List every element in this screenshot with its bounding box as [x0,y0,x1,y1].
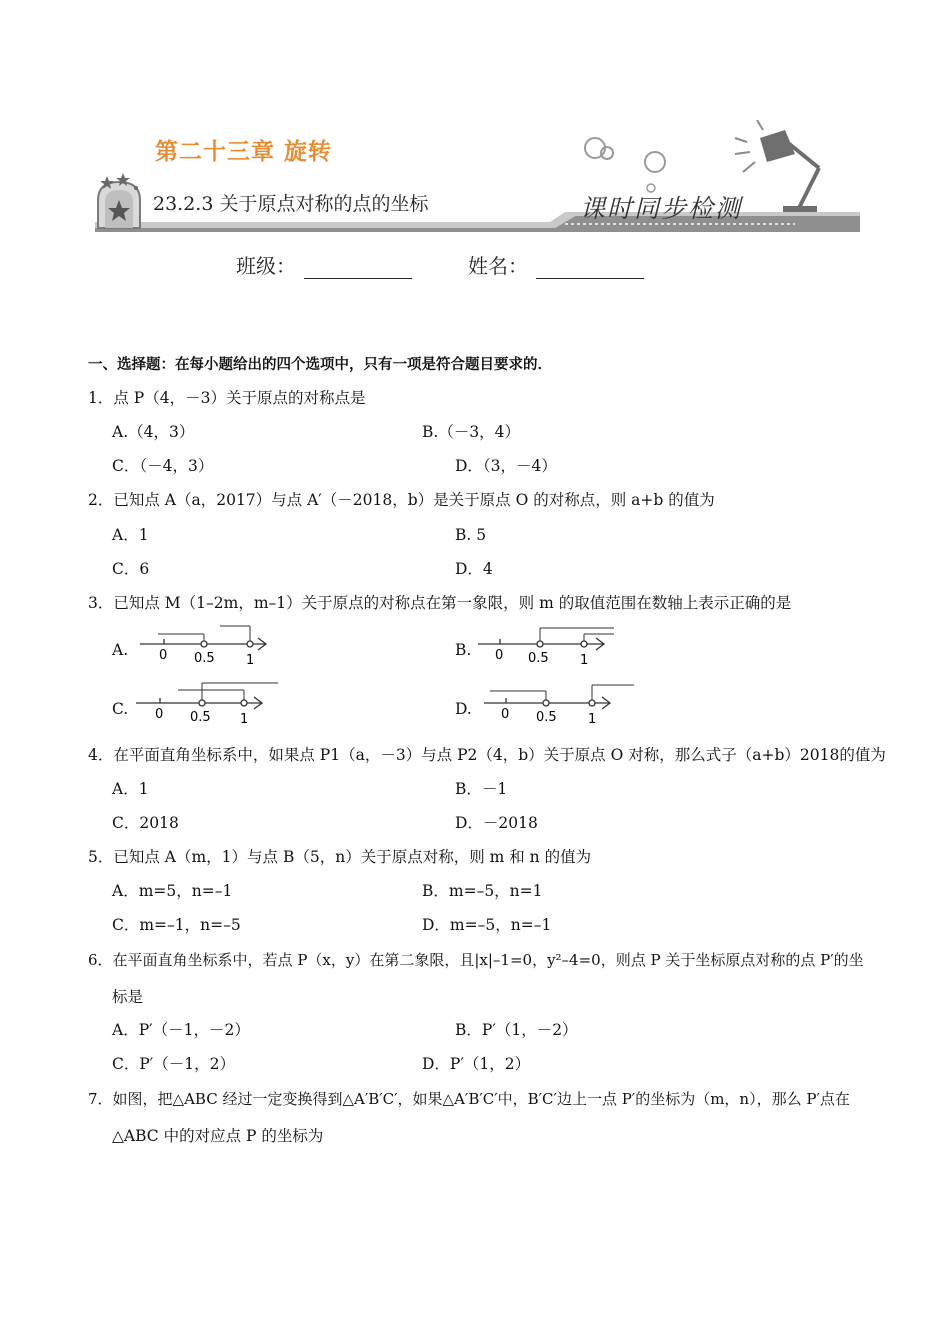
name-label: 姓名： [468,254,528,278]
q6-option-b[interactable]: B．P′（1，－2） [455,1021,578,1039]
q6-stem-line1: 6．在平面直角坐标系中，若点 P（x，y）在第二象限，且|x|–1=0，y²–4=0，则点 P 关于坐标原点对称的点 P′的坐 [88,951,864,969]
q3-option-a[interactable]: A. [112,641,129,659]
tick-05: 0.5 [536,710,557,725]
q1-option-d[interactable]: D．（3，－4） [455,457,557,475]
q2-option-a[interactable]: A．1 [112,526,149,544]
class-label: 班级： [236,254,296,278]
q3-numberline-a [138,622,273,674]
q2-option-b[interactable]: B. 5 [455,526,487,544]
q6-stem-line2: 标是 [112,988,144,1006]
q6-option-d[interactable]: D．P′（1，2） [422,1055,531,1073]
q3-numberline-d [482,681,637,733]
q7-stem-line2: △ABC 中的对应点 P 的坐标为 [112,1127,324,1145]
class-blank[interactable] [304,260,412,279]
q2-option-d[interactable]: D．4 [455,560,493,578]
q5-option-b[interactable]: B．m=–5，n=1 [422,882,543,900]
q2-stem: 2．已知点 A（a，2017）与点 A′（－2018，b）是关于原点 O 的对称点，则 a+b 的值为 [88,491,715,509]
tick-05: 0.5 [190,710,211,725]
q6-option-c[interactable]: C．P′（－1，2） [112,1055,236,1073]
q3-option-d[interactable]: D. [455,700,472,718]
q4-option-a[interactable]: A．1 [112,780,149,798]
q2-option-c[interactable]: C．6 [112,560,150,578]
q1-stem: 1．点 P（4，－3）关于原点的对称点是 [88,389,366,407]
section-title: 23.2.3 关于原点对称的点的坐标 [153,193,429,215]
q5-stem: 5．已知点 A（m，1）与点 B（5，n）关于原点对称，则 m 和 n 的值为 [88,848,592,866]
chapter-title: 第二十三章 旋转 [155,139,333,165]
tick-0: 0 [155,707,164,722]
q4-option-c[interactable]: C．2018 [112,814,179,832]
tick-1: 1 [246,653,255,668]
q1-option-c[interactable]: C．（－4，3） [112,457,214,475]
q3-option-b[interactable]: B. [455,641,472,659]
q1-option-a[interactable]: A.（4，3） [112,423,195,441]
sync-label: 课时同步检测 [580,194,743,223]
tick-1: 1 [240,712,249,727]
q4-option-b[interactable]: B．－1 [455,780,508,798]
name-field[interactable] [468,250,644,279]
name-blank[interactable] [536,260,644,279]
q3-option-c[interactable]: C. [112,700,129,718]
q7-stem-line1: 7．如图，把△ABC 经过一定变换得到△A′B′C′，如果△A′B′C′中，B′C′边上一点 P′的坐标为（m，n），那么 P′点在 [88,1090,850,1108]
tick-0: 0 [159,648,168,663]
q5-option-c[interactable]: C．m=–1，n=–5 [112,916,241,934]
class-field[interactable] [236,250,412,279]
q3-numberline-b [476,622,621,674]
q4-stem: 4．在平面直角坐标系中，如果点 P1（a，－3）与点 P2（4，b）关于原点 O 对称，那么式子（a+b）2018的值为 [88,746,886,764]
q6-option-a[interactable]: A．P′（－1，－2） [112,1021,250,1039]
q4-option-d[interactable]: D．－2018 [455,814,538,832]
part1-title: 一、选择题：在每小题给出的四个选项中，只有一项是符合题目要求的． [88,357,552,373]
q3-stem: 3．已知点 M（1–2m，m–1）关于原点的对称点在第一象限，则 m 的取值范围在数轴上表示正确的是 [88,594,792,612]
tick-1: 1 [588,712,597,727]
tick-0: 0 [501,707,510,722]
tick-05: 0.5 [528,651,549,666]
q5-option-d[interactable]: D．m=–5，n=–1 [422,916,552,934]
q3-numberline-c [134,681,279,733]
q5-option-a[interactable]: A．m=5，n=–1 [112,882,233,900]
q1-option-b[interactable]: B.（－3，4） [422,423,521,441]
tick-0: 0 [495,648,504,663]
tick-1: 1 [580,653,589,668]
tick-05: 0.5 [194,651,215,666]
